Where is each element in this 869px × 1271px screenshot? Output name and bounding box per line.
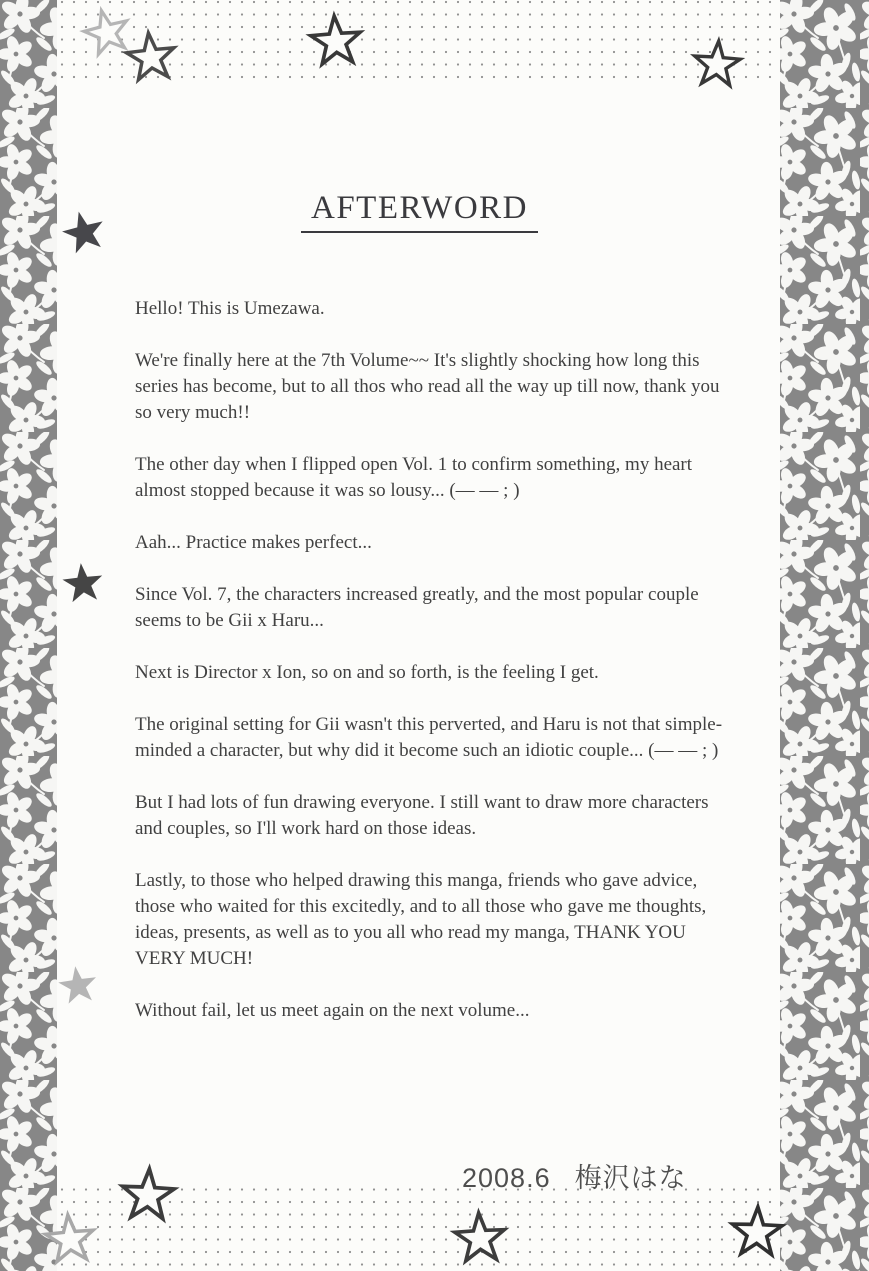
page-title: AFTERWORD	[301, 190, 538, 233]
afterword-text	[135, 296, 727, 1050]
signature-date: 2008.6	[462, 1163, 551, 1193]
page-title-row	[57, 190, 782, 233]
afterword-paragraph: Lastly, to those who helped drawing this manga, friends who gave advice, those who waited for this excitedly, and to all those who gave me thoughts, ideas, presents, as well as to you all who read my manga, THANK YOU VERY MUCH!	[135, 870, 707, 969]
filled-star-icon	[56, 964, 99, 1005]
filled-star-icon	[61, 561, 105, 603]
afterword-paragraph: We're finally here at the 7th Volume~~ It's slightly shocking how long this series has become, but to all thos who read all the way up till now, thank you so very much!!	[135, 350, 720, 423]
signature-author: 梅沢はな	[574, 1163, 687, 1193]
signature-line	[462, 1156, 687, 1195]
left-floral-border	[0, 0, 57, 1271]
afterword-paragraph: Since Vol. 7, the characters increased greatly, and the most popular couple seems to be Gii x Haru...	[135, 584, 699, 631]
afterword-paragraph: Aah... Practice makes perfect...	[135, 532, 372, 553]
afterword-paragraph: The other day when I flipped open Vol. 1 to confirm something, my heart almost stopped because it was so lousy... (— — ; )	[135, 454, 693, 501]
afterword-paragraph: The original setting for Gii wasn't this perverted, and Haru is not that simple-minded a character, but why did it become such an idiotic couple... (— — ; )	[135, 714, 723, 761]
afterword-paragraph: Without fail, let us meet again on the next volume...	[135, 1000, 530, 1021]
afterword-paragraph: Next is Director x Ion, so on and so forth, is the feeling I get.	[135, 662, 599, 683]
afterword-paragraph: But I had lots of fun drawing everyone. I still want to draw more characters and couples, so I'll work hard on those ideas.	[135, 792, 709, 839]
afterword-paragraph: Hello! This is Umezawa.	[135, 298, 325, 319]
right-floral-border	[780, 0, 869, 1271]
